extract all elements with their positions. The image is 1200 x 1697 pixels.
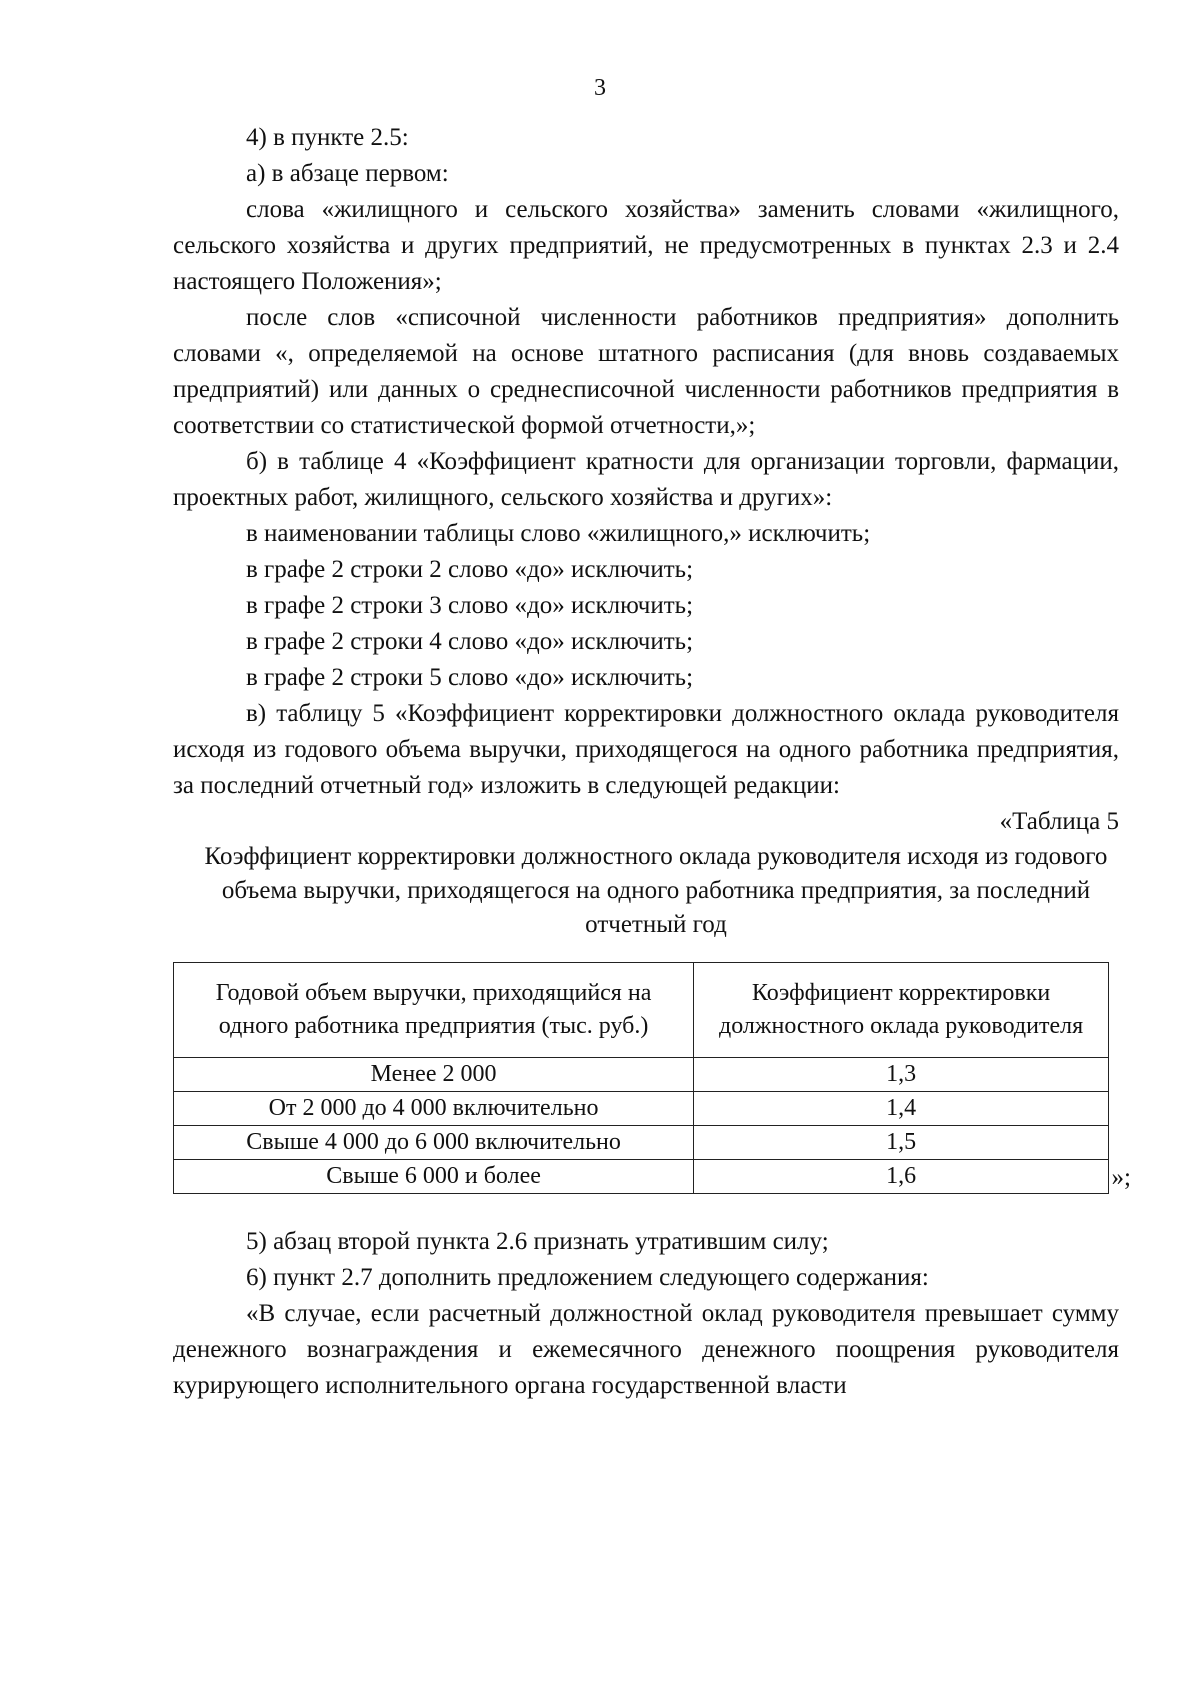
table-row <box>174 1126 1109 1160</box>
paragraph: в наименовании таблицы слово «жилищного,» исключить; <box>246 520 871 547</box>
paragraph: «В случае, если расчетный должностной оклад руководителя превышает сумму денежного вознаграждения и ежемесячного денежного поощрения руководителя курирующего исполнительного органа государственной власти <box>173 1300 1119 1399</box>
table-cell: 1,3 <box>694 1058 1109 1092</box>
table-cell: 1,5 <box>694 1126 1109 1160</box>
table-header-cell: Годовой объем выручки, приходящийся на одного работника предприятия (тыс. руб.) <box>174 963 694 1058</box>
table-header-cell: Коэффициент корректировки должностного оклада руководителя <box>694 963 1109 1058</box>
table-wrapper <box>173 962 1131 1194</box>
table-cell: Менее 2 000 <box>174 1058 694 1092</box>
paragraph: после слов «списочной численности работников предприятия» дополнить словами «, определяемой на основе штатного расписания (для вновь создаваемых предприятий) или данных о среднесписочной численности работников предприятия в соответствии со статистической формой отчетности,»; <box>173 304 1119 439</box>
table-cell: 1,4 <box>694 1092 1109 1126</box>
table-cell: Свыше 6 000 и более <box>174 1160 694 1194</box>
paragraph: а) в абзаце первом: <box>246 160 449 187</box>
paragraph: б) в таблице 4 «Коэффициент кратности для организации торговли, фармации, проектных работ, жилищного, сельского хозяйства и других»: <box>173 448 1119 511</box>
closing-quote: »; <box>1111 1164 1131 1191</box>
paragraph: в графе 2 строки 5 слово «до» исключить; <box>246 664 694 691</box>
coefficient-table <box>173 962 1109 1194</box>
table-cell: От 2 000 до 4 000 включительно <box>174 1092 694 1126</box>
table-header-row <box>174 963 1109 1058</box>
paragraph: в графе 2 строки 3 слово «до» исключить; <box>246 592 694 619</box>
page-number: 3 <box>594 75 606 101</box>
paragraph: 5) абзац второй пункта 2.6 признать утратившим силу; <box>246 1228 829 1255</box>
table-row <box>174 1092 1109 1126</box>
document-body <box>173 120 1131 1404</box>
table-label: «Таблица 5 <box>999 808 1119 835</box>
table-cell: Свыше 4 000 до 6 000 включительно <box>174 1126 694 1160</box>
paragraph: 4) в пункте 2.5: <box>246 124 409 151</box>
paragraph: в графе 2 строки 2 слово «до» исключить; <box>246 556 694 583</box>
paragraph: слова «жилищного и сельского хозяйства» заменить словами «жилищного, сельского хозяйства и других предприятий, не предусмотренных в пунктах 2.3 и 2.4 настоящего Положения»; <box>173 196 1119 295</box>
paragraph: в графе 2 строки 4 слово «до» исключить; <box>246 628 694 655</box>
table-row <box>174 1160 1109 1194</box>
paragraph: в) таблицу 5 «Коэффициент корректировки должностного оклада руководителя исходя из годового объема выручки, приходящегося на одного работника предприятия, за последний отчетный год» изложить в следующей редакции: <box>173 700 1119 799</box>
table-title: Коэффициент корректировки должностного оклада руководителя исходя из годового объема выручки, приходящегося на одного работника предприятия, за последний отчетный год <box>204 843 1108 938</box>
paragraph: 6) пункт 2.7 дополнить предложением следующего содержания: <box>246 1264 929 1291</box>
table-row <box>174 1058 1109 1092</box>
table-cell: 1,6 <box>694 1160 1109 1194</box>
